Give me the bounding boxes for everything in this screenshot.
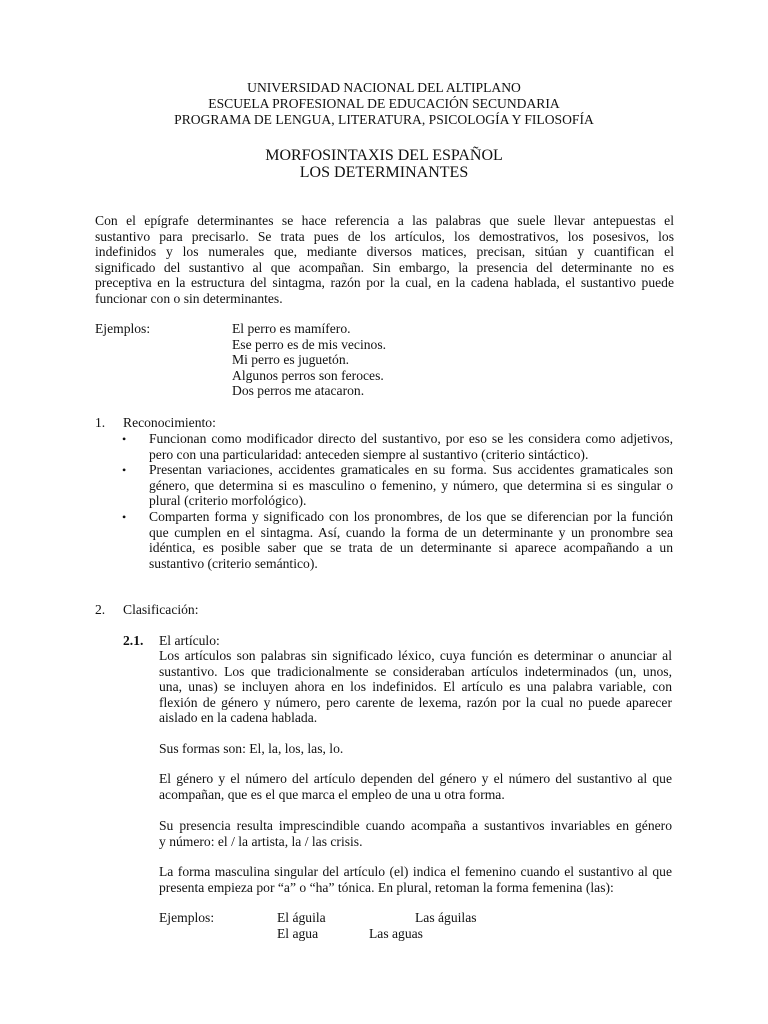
subsection-2-1-number: 2.1. (123, 633, 144, 648)
examples-list (232, 321, 386, 399)
article-paragraph-1 (159, 648, 672, 726)
example-singular: El águila (277, 910, 326, 925)
article-paragraph-4 (159, 818, 672, 849)
bullet-line: que cumplen en el sintagma. Así, cuando la forma de un determinante y un pronombre sea (149, 524, 673, 540)
example-item: Algunos perros son feroces. (232, 367, 384, 383)
intro-paragraph (95, 213, 674, 307)
header-school: ESCUELA PROFESIONAL DE EDUCACIÓN SECUNDARIA (208, 96, 560, 111)
article-paragraph-5 (159, 864, 672, 895)
examples-label: Ejemplos: (95, 321, 151, 336)
bullet-line: sustantivo (criterio semántico). (149, 555, 318, 571)
example-plural: Las aguas (369, 926, 423, 941)
example-item: Dos perros me atacaron. (232, 383, 365, 399)
section-2-number: 2. (95, 602, 106, 617)
intro-line: funcionar con o sin determinantes. (95, 290, 283, 306)
title-line-1: MORFOSINTAXIS DEL ESPAÑOL (265, 147, 503, 164)
subsection-2-1-heading: El artículo: (159, 633, 220, 648)
paragraph-line: sustantivo. Los que tradicionalmente se consideraban artículos indeterminados (un, unos, (159, 663, 672, 679)
bullet-line: género, que determina si es masculino o femenino, y número, que determina si es singular o (149, 477, 673, 493)
bullet-item (149, 509, 673, 571)
bullet-line: pero con una particularidad: anteceden siempre al sustantivo (criterio sintáctico). (149, 446, 589, 462)
paragraph-line: y número: el / la artista, la / las crisis. (159, 833, 363, 849)
intro-line: significado del sustantivo al que acompañan. Sin embargo, la presencia del determinante no es (95, 259, 674, 275)
bullet-line: Comparten forma y significado con los pronombres, de los que se diferencian por la función (149, 509, 673, 524)
example-plural: Las águilas (415, 910, 477, 925)
paragraph-line: Los artículos son palabras sin significado léxico, cuya función es determinar o anunciar al (159, 648, 672, 663)
paragraph-line: flexión de género y número, pero carente de lexema, razón por la cual no puede aparecer (159, 694, 672, 710)
bullet-item (149, 431, 673, 462)
header-program: PROGRAMA DE LENGUA, LITERATURA, PSICOLOGÍA Y FILOSOFÍA (174, 112, 594, 127)
paragraph-line: acompañan, que es el que marca el empleo de una u otra forma. (159, 786, 505, 802)
bullet-line: Funcionan como modificador directo del sustantivo, por eso se les considera como adjetivos, (149, 431, 673, 446)
example-item: Ese perro es de mis vecinos. (232, 336, 387, 352)
example-item: Mi perro es juguetón. (232, 352, 350, 368)
intro-line: preceptiva en la estructura del sintagma, razón por la cual, en la cadena hablada, el sustantivo puede (95, 275, 674, 291)
paragraph-line: aislado en la cadena hablada. (159, 710, 318, 726)
example-item: El perro es mamífero. (232, 321, 351, 336)
article-examples-label: Ejemplos: (159, 910, 215, 925)
article-forms: Sus formas son: El, la, los, las, lo. (159, 741, 344, 756)
section-1-number: 1. (95, 415, 106, 430)
paragraph-line: presenta empieza por “a” o “ha” tónica. En plural, retoman la forma femenina (las): (159, 879, 614, 895)
article-paragraph-3 (159, 771, 672, 802)
intro-line: sustantivo para precisarlo. Se trata pues de los artículos, los demostrativos, los posesivos, los (95, 228, 674, 244)
paragraph-line: Su presencia resulta imprescindible cuando acompaña a sustantivos invariables en género (159, 818, 672, 833)
paragraph-line: La forma masculina singular del artículo (el) indica el femenino cuando el sustantivo al que (159, 864, 672, 879)
paragraph-line: una, unas) se incluyen ahora en los indefinidos. El artículo es una palabra variable, con (159, 679, 672, 695)
example-singular: El agua (277, 926, 319, 941)
bullet-icon: • (122, 510, 127, 524)
section-2-heading: Clasificación: (123, 602, 199, 617)
intro-line: Con el epígrafe determinantes se hace referencia a las palabras que suele llevar antepuestas el (95, 213, 674, 228)
bullet-line: idéntica, es posible saber que se trata de un determinante si aparece acompañando a un (149, 540, 673, 556)
bullet-item (149, 462, 673, 509)
section-1-heading: Reconocimiento: (123, 415, 216, 430)
bullet-line: Presentan variaciones, accidentes gramaticales en su forma. Sus accidentes gramaticales son (149, 462, 673, 477)
intro-line: indefinidos y los numerales que, mediante diversos matices, precisan, sitúan y cuantifican el (95, 244, 674, 260)
title-line-2: LOS DETERMINANTES (299, 164, 469, 181)
bullet-icon: • (122, 432, 127, 446)
bullet-line: plural (criterio morfológico). (149, 493, 307, 509)
bullet-icon: • (122, 463, 127, 477)
paragraph-line: El género y el número del artículo dependen del género y el número del sustantivo al que (159, 771, 672, 786)
header-university: UNIVERSIDAD NACIONAL DEL ALTIPLANO (247, 80, 521, 95)
